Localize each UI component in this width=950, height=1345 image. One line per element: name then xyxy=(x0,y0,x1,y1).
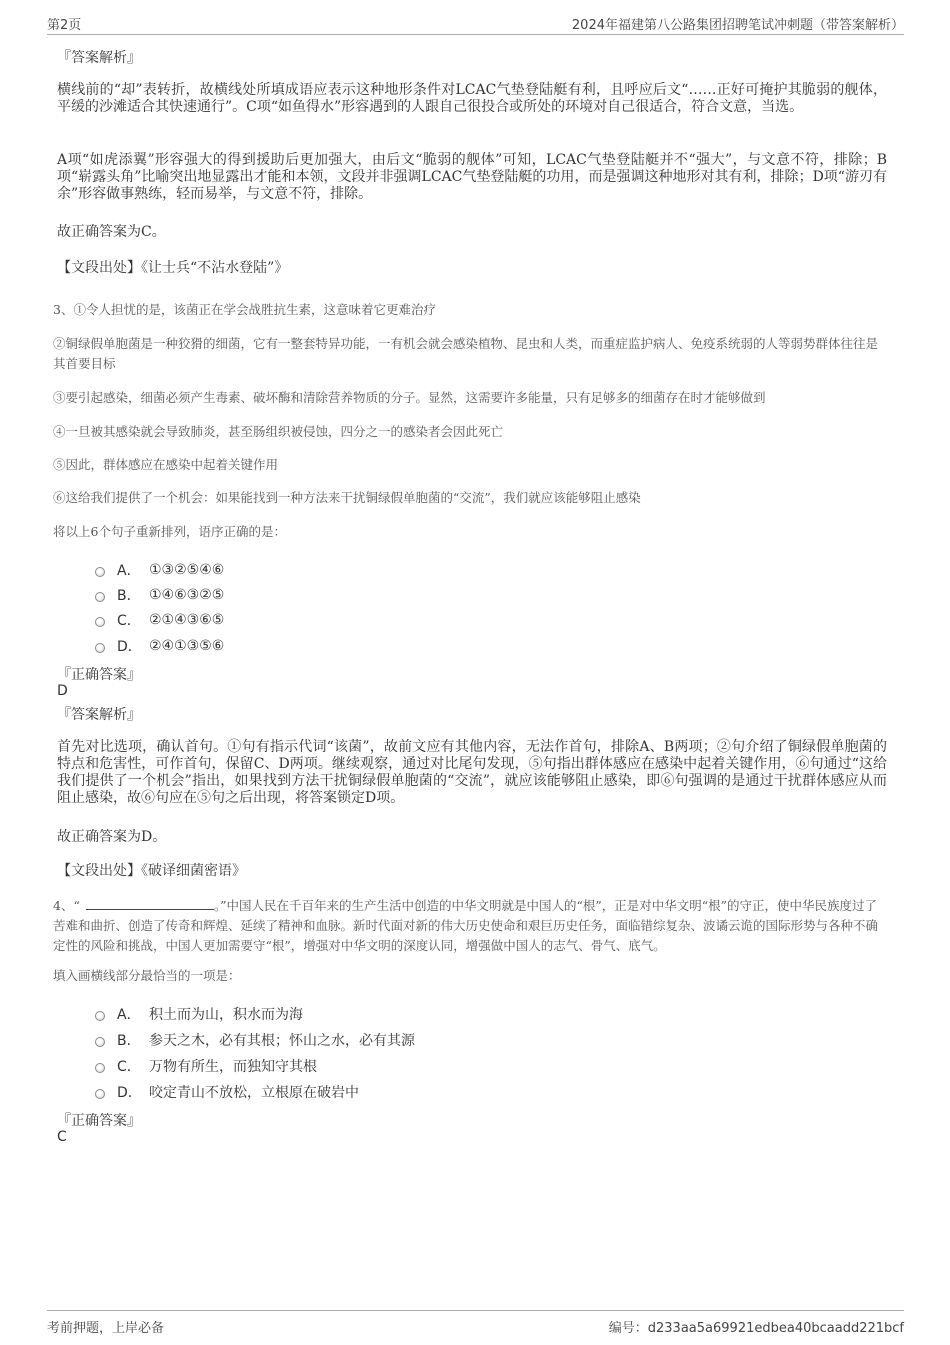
radio-icon[interactable] xyxy=(95,592,105,602)
radio-icon[interactable] xyxy=(95,1063,105,1073)
q4-correct-label: 『正确答案』 xyxy=(57,1113,141,1129)
document-title: 2024年福建第八公路集团招聘笔试冲刺题（带答案解析） xyxy=(571,18,904,33)
q4-option-a[interactable]: A． 积土而为山，积水而为海 xyxy=(95,1004,303,1024)
document-code: 编号：d233aa5a69921edbea40bcaadd221bcf xyxy=(608,1321,904,1336)
q3-option-b[interactable]: B． ①④⑥③②⑤ xyxy=(95,585,224,605)
q4-correct-answer: C xyxy=(57,1129,67,1145)
q2-conclusion: 故正确答案为C。 xyxy=(57,224,166,240)
radio-icon[interactable] xyxy=(95,1089,105,1099)
q4-option-d[interactable]: D． 咬定青山不放松，立根原在破岩中 xyxy=(95,1082,359,1102)
q3-sentence-6: ⑥这给我们提供了一个机会：如果能找到一种方法来干扰铜绿假单胞菌的“交流”，我们就应该能够阻止感染 xyxy=(53,490,641,505)
q3-option-c[interactable]: C． ②①④③⑥⑤ xyxy=(95,610,224,630)
radio-icon[interactable] xyxy=(95,1011,105,1021)
radio-icon[interactable] xyxy=(95,567,105,577)
page-footer xyxy=(47,1310,904,1337)
q3-analysis-label: 『答案解析』 xyxy=(57,707,141,723)
q2-source: 【文段出处】《让士兵“不沾水登陆”》 xyxy=(57,260,289,276)
radio-icon[interactable] xyxy=(95,643,105,653)
q3-sentence-5: ⑤因此，群体感应在感染中起着关键作用 xyxy=(53,457,279,472)
q2-analysis-p1: 横线前的“却”表转折，故横线处所填成语应表示这种地形条件对LCAC气垫登陆艇有利，且呼应后文“……正好可掩护其脆弱的舰体，平缓的沙滩适合其快速通行”。C项“如鱼得水”形容遇到的人跟自己很投合或所处的环境对自己很适合，符合文意，当选。 xyxy=(57,82,887,115)
q3-sentence-3: ③要引起感染，细菌必须产生毒素、破坏酶和清除营养物质的分子。显然，这需要许多能量，只有足够多的细菌存在时才能够做到 xyxy=(53,390,766,405)
q3-sentence-4: ④一旦被其感染就会导致肺炎，甚至肠组织被侵蚀，四分之一的感染者会因此死亡 xyxy=(53,424,504,439)
q3-prompt: 将以上6个句子重新排列，语序正确的是： xyxy=(53,524,286,539)
q4-option-b[interactable]: B． 参天之木，必有其根；怀山之水，必有其源 xyxy=(95,1030,415,1050)
q3-analysis-p1: 首先对比选项，确认首句。①句有指示代词“该菌”，故前文应有其他内容，无法作首句，排除A、B两项；②句介绍了铜绿假单胞菌的特点和危害性，可作首句，保留C、D两项。继续观察，通过对比尾句发现，⑤句指出群体感应在感染中起着关键作用，⑥句通过“这给我们提供了一个机会”指出，如果找到方法干扰铜绿假单胞菌的“交流”，就应该能够阻止感染，即⑥句强调的是通过干扰群体感应从而阻止感染，故⑥句应在⑤句之后出现，将答案锁定D项。 xyxy=(57,739,887,806)
q4-blank xyxy=(86,898,214,910)
radio-icon[interactable] xyxy=(95,617,105,627)
q3-sentence-1: 3、①令人担忧的是，该菌正在学会战胜抗生素，这意味着它更难治疗 xyxy=(53,302,436,317)
q3-correct-answer: D xyxy=(57,683,68,699)
q2-analysis-p2: A项“如虎添翼”形容强大的得到援助后更加强大，由后文“脆弱的舰体”可知，LCAC气垫登陆艇并不“强大”，与文意不符，排除；B项“崭露头角”比喻突出地显露出才能和本领，文段并非强调LCAC气垫登陆艇的功用，而是强调这种地形对其有利，排除；D项“游刃有余”形容做事熟练，轻而易举，与文意不符，排除。 xyxy=(57,152,887,202)
q3-option-d[interactable]: D． ②④①③⑤⑥ xyxy=(95,636,224,656)
q4-stem: 4、“ 。”中国人民在千百年来的生产生活中创造的中华文明就是中国人的“根”，正是对中华文明“根”的守正，使中华民族度过了苦难和曲折、创造了传奇和辉煌、延续了精神和血脉。新时代面对新的伟大历史使命和艰巨历史任务，面临错综复杂、波谲云诡的国际形势与各种不确定性的风险和挑战，中国人更加需要守“根”，增强对中华文明的深度认同，增强做中国人的志气、骨气、底气。 xyxy=(53,898,879,953)
q2-analysis-label: 『答案解析』 xyxy=(57,50,141,66)
q3-option-a[interactable]: A． ①③②⑤④⑥ xyxy=(95,560,224,580)
page-number: 第2页 xyxy=(47,18,82,33)
page-header xyxy=(47,10,904,35)
q3-source: 【文段出处】《破译细菌密语》 xyxy=(57,863,246,879)
q4-prompt: 填入画横线部分最恰当的一项是： xyxy=(53,968,241,983)
radio-icon[interactable] xyxy=(95,1037,105,1047)
q3-sentence-2: ②铜绿假单胞菌是一种狡猾的细菌，它有一整套特异功能，一有机会就会感染植物、昆虫和人类，而重症监护病人、免疫系统弱的人等弱势群体往往是其首要目标 xyxy=(53,336,879,371)
q3-conclusion: 故正确答案为D。 xyxy=(57,829,167,845)
footer-slogan: 考前押题，上岸必备 xyxy=(47,1321,165,1336)
q3-correct-label: 『正确答案』 xyxy=(57,667,141,683)
q4-option-c[interactable]: C． 万物有所生，而独知守其根 xyxy=(95,1056,317,1076)
